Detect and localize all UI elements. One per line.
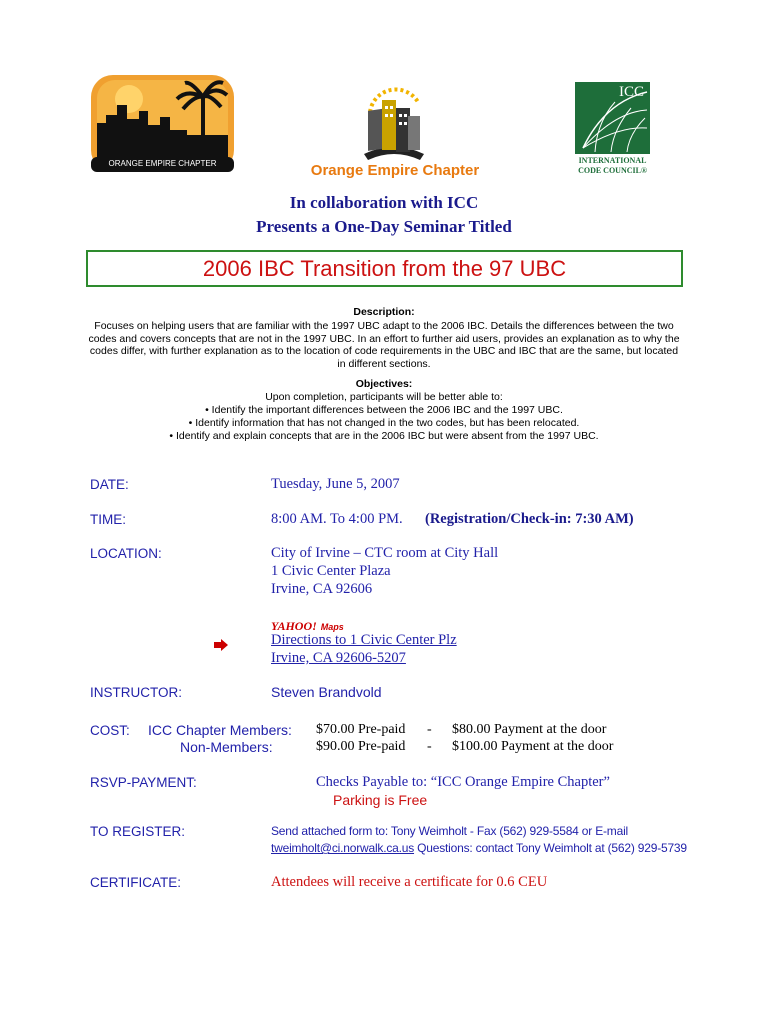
objectives-intro: Upon completion, participants will be better able to: bbox=[265, 391, 503, 403]
location-label: LOCATION: bbox=[90, 546, 162, 561]
cost-dash: - bbox=[427, 722, 432, 737]
objective-item: • Identify and explain concepts that are in the 2006 IBC but were absent from the 1997 UBC. bbox=[169, 430, 599, 442]
time-label: TIME: bbox=[90, 512, 126, 527]
chapter-name: Orange Empire Chapter bbox=[310, 162, 480, 179]
certificate-label: CERTIFICATE: bbox=[90, 875, 182, 890]
cost-nonmembers-label: Non-Members: bbox=[180, 739, 273, 755]
register-label: TO REGISTER: bbox=[90, 824, 186, 839]
time-checkin-note: (Registration/Check-in: 7:30 AM) bbox=[425, 511, 634, 527]
register-email-link[interactable]: tweimholt@ci.norwalk.ca.us bbox=[271, 841, 415, 855]
icc-abbrev: ICC bbox=[619, 84, 645, 100]
instructor-value: Steven Brandvold bbox=[271, 684, 382, 700]
seminar-title: 2006 IBC Transition from the 97 UBC bbox=[202, 256, 567, 281]
register-line2 bbox=[271, 841, 687, 855]
yahoo-brand: YAHOO! bbox=[271, 619, 317, 633]
maps-word: Maps bbox=[320, 622, 344, 632]
seminar-title-box bbox=[86, 250, 683, 287]
location-line: 1 Civic Center Plaza bbox=[271, 563, 391, 579]
register-line1: Send attached form to: Tony Weimholt - Fax (562) 929-5584 or E-mail bbox=[271, 824, 629, 838]
description-heading: Description: bbox=[353, 306, 415, 318]
rsvp-label: RSVP-PAYMENT: bbox=[90, 775, 197, 790]
date-value: Tuesday, June 5, 2007 bbox=[271, 476, 400, 492]
directions-link[interactable]: Directions to 1 Civic Center Plz bbox=[271, 632, 457, 648]
cost-members-label: ICC Chapter Members: bbox=[148, 722, 292, 738]
collaboration-line: In collaboration with ICC bbox=[289, 193, 479, 212]
description-body: Focuses on helping users that are familiar with the 1997 UBC adapt to the 2006 IBC. Details the differences between the two codes and covers concepts that are not in the 1997 UBC. In an effort to further aid users, provides an explanation as to why the codes differ, with further explanation as to the location of code requirements in the UBC and IBC that are the same, but located in different sections. bbox=[88, 320, 680, 370]
icc-caption-1: INTERNATIONAL bbox=[578, 156, 647, 165]
icc-caption-2: CODE COUNCIL® bbox=[578, 166, 647, 175]
register-questions: Questions: contact Tony Weimholt at (562) 929-5739 bbox=[414, 841, 687, 855]
arrow-icon bbox=[214, 638, 228, 656]
yahoo-maps-logo bbox=[271, 617, 344, 631]
orange-empire-logo bbox=[91, 75, 234, 172]
icc-logo bbox=[575, 82, 650, 178]
location-line: Irvine, CA 92606 bbox=[271, 581, 373, 597]
parking-note: Parking is Free bbox=[333, 792, 428, 808]
time-value: 8:00 AM. To 4:00 PM. bbox=[271, 511, 403, 527]
certificate-value: Attendees will receive a certificate for 0.6 CEU bbox=[271, 874, 548, 890]
left-logo-caption: ORANGE EMPIRE CHAPTER bbox=[108, 159, 217, 168]
cost-members-door: $80.00 Payment at the door bbox=[452, 722, 607, 737]
cost-nonmembers-door: $100.00 Payment at the door bbox=[452, 739, 614, 754]
cost-label: COST: bbox=[90, 723, 130, 738]
cost-dash: - bbox=[427, 739, 432, 754]
directions-city-link[interactable]: Irvine, CA 92606-5207 bbox=[271, 650, 406, 666]
cost-nonmembers-prepaid: $90.00 Pre-paid bbox=[316, 739, 406, 754]
chapter-city-logo bbox=[360, 82, 428, 162]
objective-item: • Identify information that has not changed in the two codes, but has been relocated. bbox=[188, 417, 580, 429]
presents-line: Presents a One-Day Seminar Titled bbox=[256, 217, 512, 236]
objectives-heading: Objectives: bbox=[355, 378, 413, 390]
location-line: City of Irvine – CTC room at City Hall bbox=[271, 545, 499, 561]
instructor-label: INSTRUCTOR: bbox=[90, 685, 183, 700]
objective-item: • Identify the important differences between the 2006 IBC and the 1997 UBC. bbox=[205, 404, 563, 416]
date-label: DATE: bbox=[90, 477, 129, 492]
cost-members-prepaid: $70.00 Pre-paid bbox=[316, 722, 406, 737]
rsvp-value: Checks Payable to: “ICC Orange Empire Chapter” bbox=[316, 774, 610, 790]
